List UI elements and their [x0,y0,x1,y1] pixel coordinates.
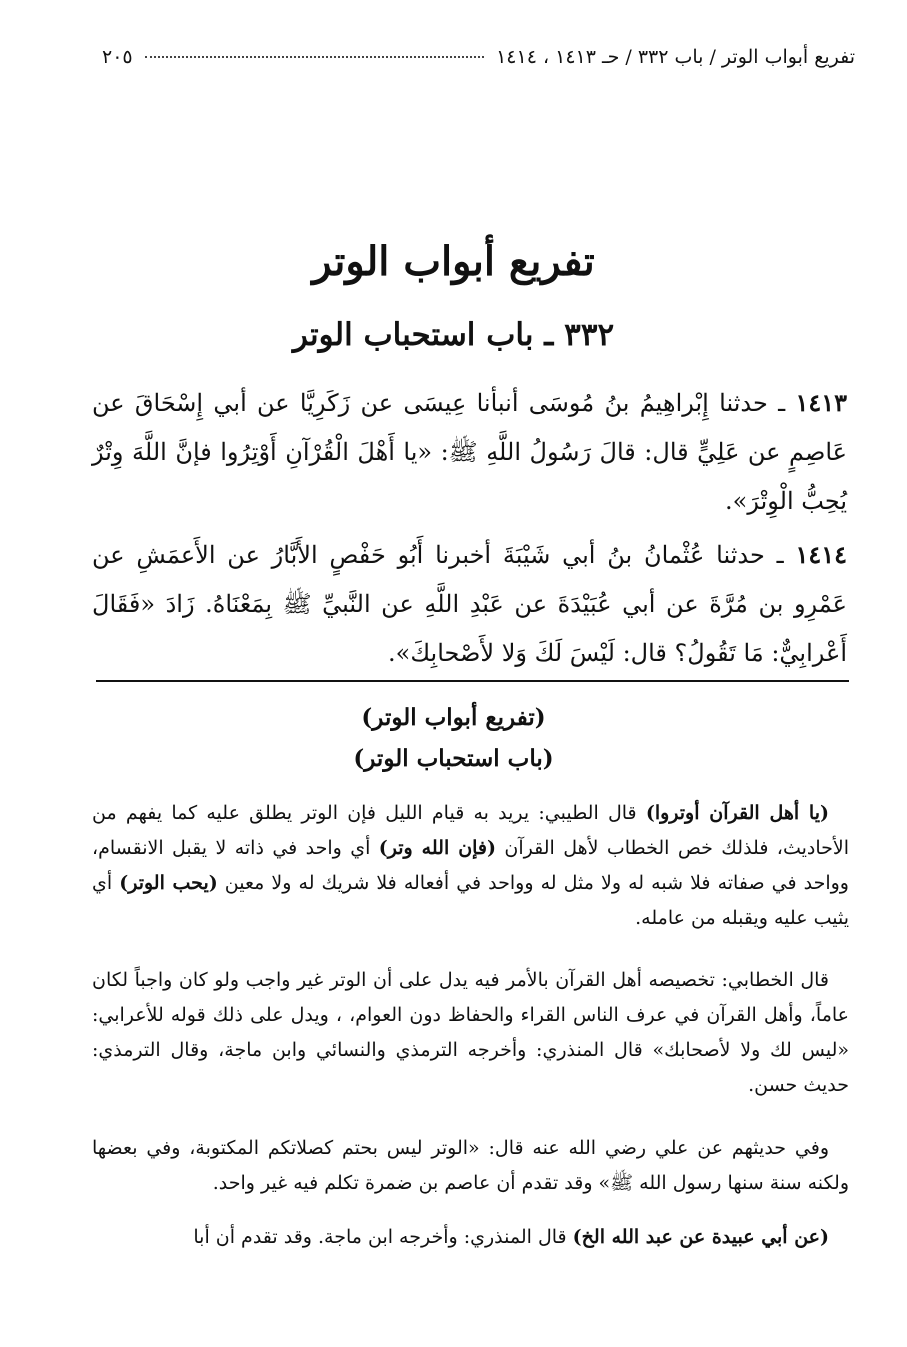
commentary-title: (تفريع أبواب الوتر) [361,704,546,731]
hadith-1414 [92,530,847,678]
running-header [102,46,855,68]
chapter-number: ٣٣٢ [564,317,615,353]
running-title: تفريع أبواب الوتر / باب ٣٣٢ / حـ ١٤١٣ ، ١٤١٤ [496,46,855,68]
hadith-1413 [92,378,847,526]
commentary-subtitle: (باب استحباب الوتر) [353,745,554,772]
commentary-text: قال المنذري: وأخرجه ابن ماجة. وقد تقدم أن أبا [193,1226,573,1248]
section-title: تفريع أبواب الوتر [312,238,595,285]
quoted-phrase: (يحب الوتر) [119,872,218,894]
commentary-text: أي يثيب عليه ويقبله من عامله. [92,872,849,929]
commentary-text: قال الطيبي: يريد به قيام الليل فإن الوتر يطلق عليه كما يفهم من الأحاديث، فلذلك خص الخطاب لأهل القرآن [92,802,849,859]
chapter-bab-word: باب [486,317,534,353]
quoted-phrase: (فإن الله وتر) [378,837,497,859]
hadith-number: ١٤١٣ [795,388,847,417]
hadith-number: ١٤١٤ [795,540,847,569]
commentary-text: أي واحد في ذاته لا يقبل الانقسام، وواحد في صفاته فلا شبه له ولا مثل له وواحد في أفعاله فلا شريك له ولا معين [92,837,849,894]
commentary-paragraph-3: وفي حديثهم عن علي رضي الله عنه قال: «الوتر ليس بحتم كصلاتكم المكتوبة، وفي بعضها ولكنه سنة سنها رسول الله ﷺ» وقد تقدم أن عاصم بن ضمرة تكلم فيه غير واحد. [92,1137,849,1194]
quoted-phrase: (يا أهل القرآن أوتروا) [645,802,829,824]
footnote-divider [96,680,849,682]
chapter-dash: ـ [544,317,554,353]
quoted-phrase: (عن أبي عبيدة عن عبد الله الخ) [572,1226,829,1248]
chapter-name: استحباب الوتر [292,317,476,353]
chapter-heading [0,317,907,353]
page-number: ٢٠٥ [102,46,133,68]
commentary-paragraph-1 [92,796,849,936]
hadith-text: ـ حدثنا إِبْراهِيمُ بنُ مُوسَى أنبأنا عِيسَى عن زَكَرِيَّا عن أبي إِسْحَاقَ عن عَاصِمٍ عن عَلِيٍّ قال: قالَ رَسُولُ اللَّهِ ﷺ: «يا أَهْلَ الْقُرْآنِ أَوْتِرُوا فإنَّ اللَّهَ وِتْرٌ يُحِبُّ الْوِتْرَ». [92,389,847,515]
commentary-paragraph-4 [92,1220,849,1255]
leader-dots [145,56,484,58]
hadith-text: ـ حدثنا عُثْمانُ بنُ أبي شَيْبَةَ أخبرنا أَبُو حَفْصٍ الأَبَّارُ عن الأَعمَشِ عن عَمْرِو بن مُرَّةَ عن أبي عُبَيْدَةَ عن عَبْدِ اللَّهِ عن النَّبيِّ ﷺ بِمَعْنَاهُ. زَادَ «فَقَالَ أَعْرابِيٌّ: مَا تَقُولُ؟ قال: لَيْسَ لَكَ وَلا لأَصْحابِكَ». [92,541,847,667]
commentary-paragraph-2: قال الخطابي: تخصيصه أهل القرآن بالأمر فيه يدل على أن الوتر غير واجب ولو كان واجباً لكان عاماً، وأهل القرآن في عرف الناس القراء والحفاظ دون العوام، ، ويدل على ذلك قوله للأعرابي: «ليس لك ولا لأصحابك» قال المنذري: وأخرجه الترمذي والنسائي وابن ماجة، وقال الترمذي: حديث حسن. [92,969,849,1096]
